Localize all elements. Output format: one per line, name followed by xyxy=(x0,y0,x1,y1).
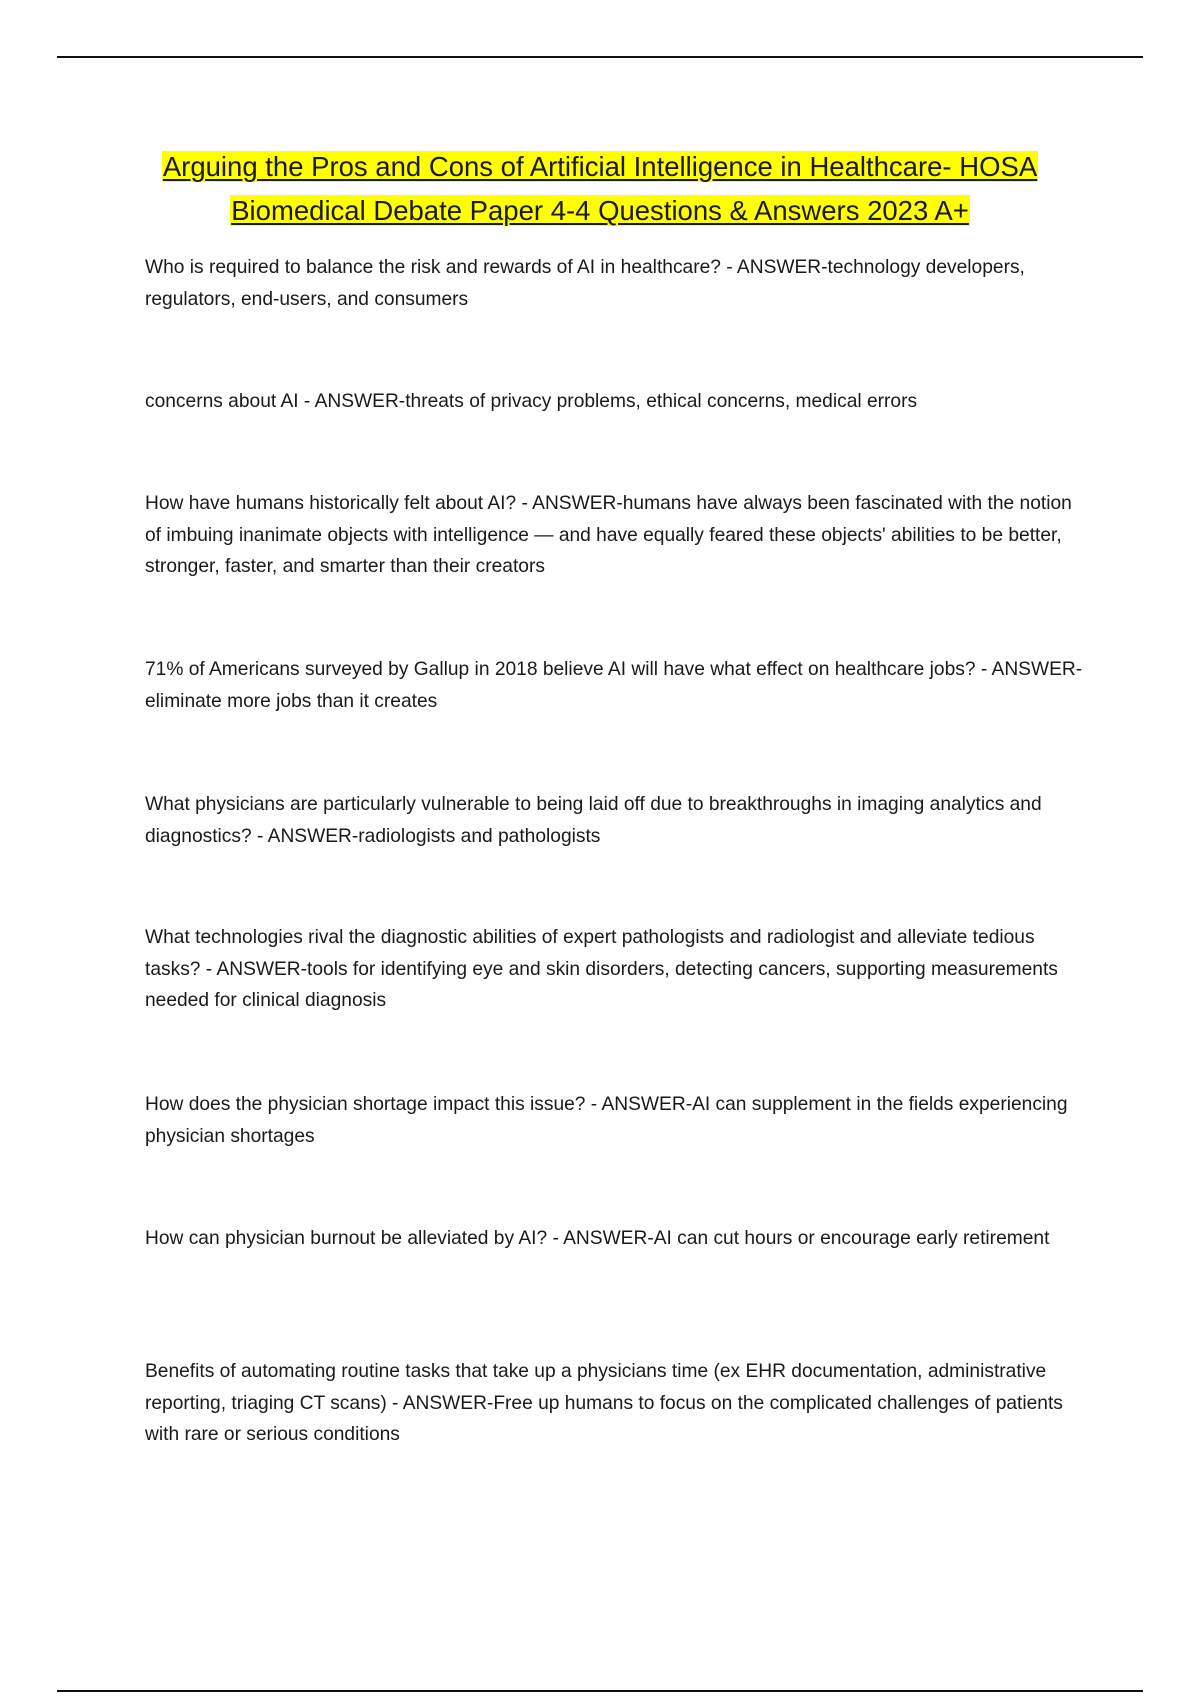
qa-item: How does the physician shortage impact this issue? - ANSWER-AI can supplement in the fields experiencing physician shortages xyxy=(145,1094,1068,1147)
qa-item: What physicians are particularly vulnerable to being laid off due to breakthroughs in imaging analytics and diagnostics? - ANSWER-radiologists and pathologists xyxy=(145,794,1042,847)
qa-item: concerns about AI - ANSWER-threats of privacy problems, ethical concerns, medical errors xyxy=(145,391,918,412)
title-line-1: Arguing the Pros and Cons of Artificial Intelligence in Healthcare- HOSA xyxy=(162,151,1038,182)
qa-item: 71% of Americans surveyed by Gallup in 2018 believe AI will have what effect on healthcare jobs? - ANSWER-eliminate more jobs than it creates xyxy=(145,659,1083,712)
top-rule xyxy=(57,56,1143,58)
bottom-rule xyxy=(57,1690,1143,1692)
qa-item: Who is required to balance the risk and rewards of AI in healthcare? - ANSWER-technology developers, regulators, end-users, and consumers xyxy=(145,257,1025,310)
qa-item: How have humans historically felt about AI? - ANSWER-humans have always been fascinated with the notion of imbuing inanimate objects with intelligence — and have equally feared these objects' abilities to be better, stronger, faster, and smarter than their creators xyxy=(145,493,1072,577)
qa-item: What technologies rival the diagnostic abilities of expert pathologists and radiologist and alleviate tedious tasks? - ANSWER-tools for identifying eye and skin disorders, detecting cancers, supporting measurements needed for clinical diagnosis xyxy=(145,927,1058,1011)
document-title xyxy=(100,145,1100,233)
qa-item: How can physician burnout be alleviated by AI? - ANSWER-AI can cut hours or encourage early retirement xyxy=(145,1228,1050,1249)
title-line-2: Biomedical Debate Paper 4-4 Questions & Answers 2023 A+ xyxy=(231,195,969,226)
qa-item: Benefits of automating routine tasks that take up a physicians time (ex EHR documentation, administrative reporting, triaging CT scans) - ANSWER-Free up humans to focus on the complicated challenges of patients with rare or serious conditions xyxy=(145,1361,1063,1445)
